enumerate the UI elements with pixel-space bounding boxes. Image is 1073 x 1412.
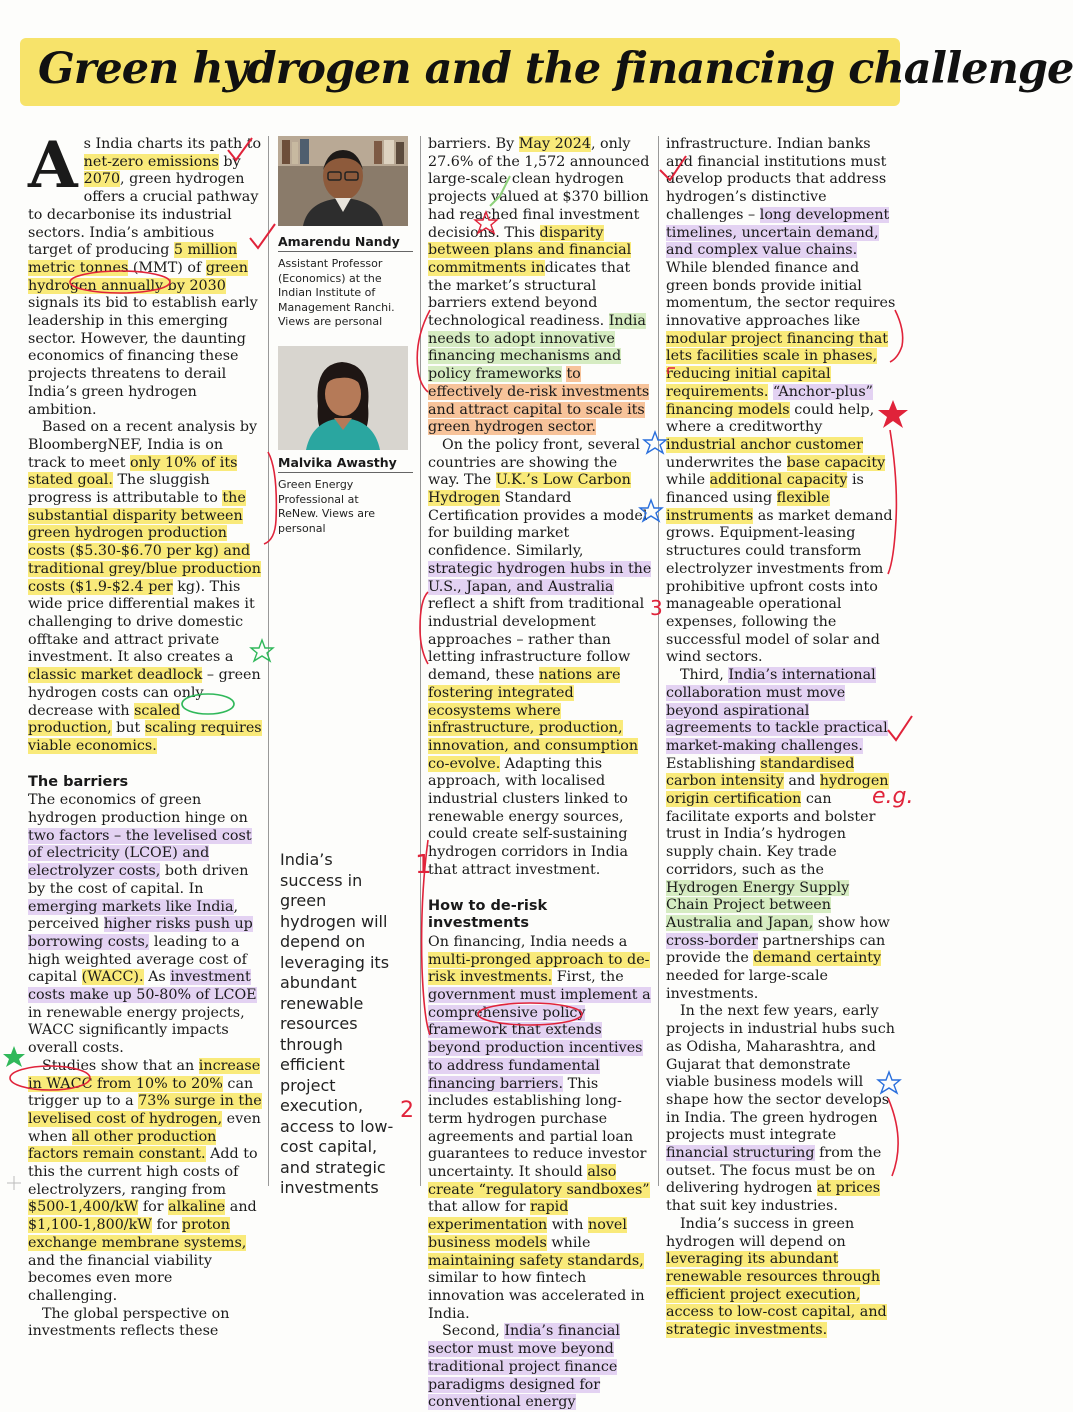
column-rule xyxy=(420,136,421,1186)
paragraph: Based on a recent analysis by BloombergNEF, India is on track to meet only 10% of its stated goal. The sluggish progress is attributable to the substantial disparity between green hydrogen production costs ($5.30-$6.70 per kg) and traditional grey/blue production costs ($1.9-$2.4 per kg). This wide price differential makes it challenging to drive domestic offtake and attract private investment. It also creates a classic market deadlock – green hydrogen costs can only decrease with scaled production, but scaling requires viable economics. xyxy=(28,419,262,754)
paragraph: Third, India’s international collaboration must move beyond aspirational agreements to tackle practical market-making challenges. Establishing standardised carbon intensity and hydrogen origin certification can facilitate exports and bolster trust in India’s hydrogen supply chain. Key trade corridors, such as the Hydrogen Energy Supply Chain Project between Australia and Japan, show how cross-border partnerships can provide the demand certainty needed for large-scale investments. xyxy=(666,667,890,1002)
paragraph: In the next few years, early projects in industrial hubs such as Odisha, Maharashtra, and Gujarat that demonstrate viable business models will shape how the sector develops in India. The green hydrogen projects must integrate financial structuring from the outset. The focus must be on delivering hydrogen at prices that suit key industries. xyxy=(666,1003,895,1215)
column-rule xyxy=(268,136,269,1186)
column-rule xyxy=(658,136,659,1186)
paragraph: On the policy front, several countries are showing the way. The U.K.’s Low Carbon Hydrogen Standard Certification provides a model for building market confidence. Similarly, strategic hydrogen hubs in the U.S., Japan, and Australia reflect a shift from traditional industrial development approaches – rather than letting infrastructure follow demand, these nations are fostering integrated ecosystems where infrastructure, production, innovation, and consumption co-evolve. Adapting this approach, with localised industrial clusters linked to renewable energy sources, could create self-sustaining hydrogen corridors in India that attract investment. xyxy=(428,436,652,878)
annotation-eg: e.g. xyxy=(872,784,914,809)
column-1 xyxy=(28,128,262,1341)
column-4 xyxy=(666,136,896,1340)
divider xyxy=(278,472,413,473)
crosshair-icon xyxy=(7,1176,21,1190)
annotation-number: 2 xyxy=(400,1098,414,1123)
star-icon xyxy=(3,1046,25,1067)
column-3 xyxy=(428,136,652,1412)
paragraph: The global perspective on investments reflects these xyxy=(28,1305,230,1340)
paragraph: Second, India’s financial sector must move beyond traditional project finance paradigms designed for conventional energy xyxy=(428,1323,621,1411)
paragraph: infrastructure. Indian banks and financial institutions must develop products that address hydrogen’s distinctive challenges – long development timelines, uncertain demand, and complex value chains. While blended finance and green bonds provide initial momentum, the sector requires innovative approaches like modular project financing that lets facilities scale in phases, reducing initial capital requirements. “Anchor-plus” financing models could help, where a creditworthy industrial anchor customer underwrites the base capacity while additional capacity is financed using flexible instruments as market demand grows. Equipment-leasing structures could transform electrolyzer investments from prohibitive upfront costs into manageable operational expenses, following the successful model of solar and wind sectors. xyxy=(666,136,896,666)
bracket-mark xyxy=(264,452,276,544)
headline: Green hydrogen and the financing challenge xyxy=(38,44,1073,94)
pull-quote: India’s success in green hydrogen will depend on leveraging its abundant renewable resources through efficient project execution, access to low-cost capital, and strategic investments xyxy=(280,850,394,1197)
annotation-number: 3 xyxy=(650,596,663,620)
author-photo-malvika xyxy=(278,346,408,450)
section-heading: The barriers xyxy=(28,773,129,790)
section-heading: How to de-risk investments xyxy=(428,897,548,932)
paragraph: India’s success in green hydrogen will depend on leveraging its abundant renewable resources through efficient project execution, access to low-cost capital, and strategic investments. xyxy=(666,1215,887,1339)
divider xyxy=(278,251,413,252)
author-name: Amarendu Nandy xyxy=(278,234,400,249)
annotation-number: 1 xyxy=(415,850,432,880)
paragraph: As India charts its path to net-zero emissions by 2070, green hydrogen offers a crucial pathway to decarbonise its industrial sectors. India’s ambitious target of producing 5 million metric tonnes (MMT) of green hydrogen annually by 2030 signals its bid to establish early leadership in this emerging sector. However, the daunting economics of financing these projects threatens to derail India’s green hydrogen ambition. xyxy=(28,128,262,418)
paragraph: Studies show that an increase in WACC from 10% to 20% can trigger up to a 73% surge in the levelised cost of hydrogen, even when all other production factors remain constant. Add to this the current high costs of electrolyzers, ranging from $500-1,400/kW for alkaline and $1,100-1,800/kW for proton exchange membrane systems, and the financial viability becomes even more challenging. xyxy=(28,1057,262,1304)
author-name: Malvika Awasthy xyxy=(278,455,397,470)
paragraph: barriers. By May 2024, only 27.6% of the 1,572 announced large-scale clean hydrogen projects valued at $370 billion had reached final investment decisions. This disparity between plans and financial commitments indicates that the market’s structural barriers extend beyond technological readiness. India needs to adopt innovative financing mechanisms and policy frameworks to effectively de-risk investments and attract capital to scale its green hydrogen sector. xyxy=(428,136,650,436)
author-photo-amarendu xyxy=(278,136,408,226)
author-bio: Green Energy Professional at ReNew. Views are personal xyxy=(278,478,376,535)
paragraph: The economics of green hydrogen production hinge on two factors – the levelised cost of electricity (LCOE) and electrolyzer costs, both driven by the cost of capital. In emerging markets like India, perceived higher risks push up borrowing costs, leading to a high weighted average cost of capital (WACC). As investment costs make up 50-80% of LCOE in renewable energy projects, WACC significantly impacts overall costs. xyxy=(28,792,257,1057)
author-bio: Assistant Professor (Economics) at the Indian Institute of Management Ranchi. Views are personal xyxy=(278,257,395,328)
paragraph: On financing, India needs a multi-pronged approach to de-risk investments. First, the government must implement a comprehensive policy framework that extends beyond production incentives to address fundamental financing barriers. This includes establishing long-term hydrogen purchase agreements and partial loan guarantees to reduce investor uncertainty. It should also create “regulatory sandboxes” that allow for rapid experimentation with novel business models while maintaining safety standards, similar to how fintech innovation was accelerated in India. xyxy=(428,933,651,1322)
dropcap: A xyxy=(28,128,78,203)
bracket-mark xyxy=(420,592,428,664)
